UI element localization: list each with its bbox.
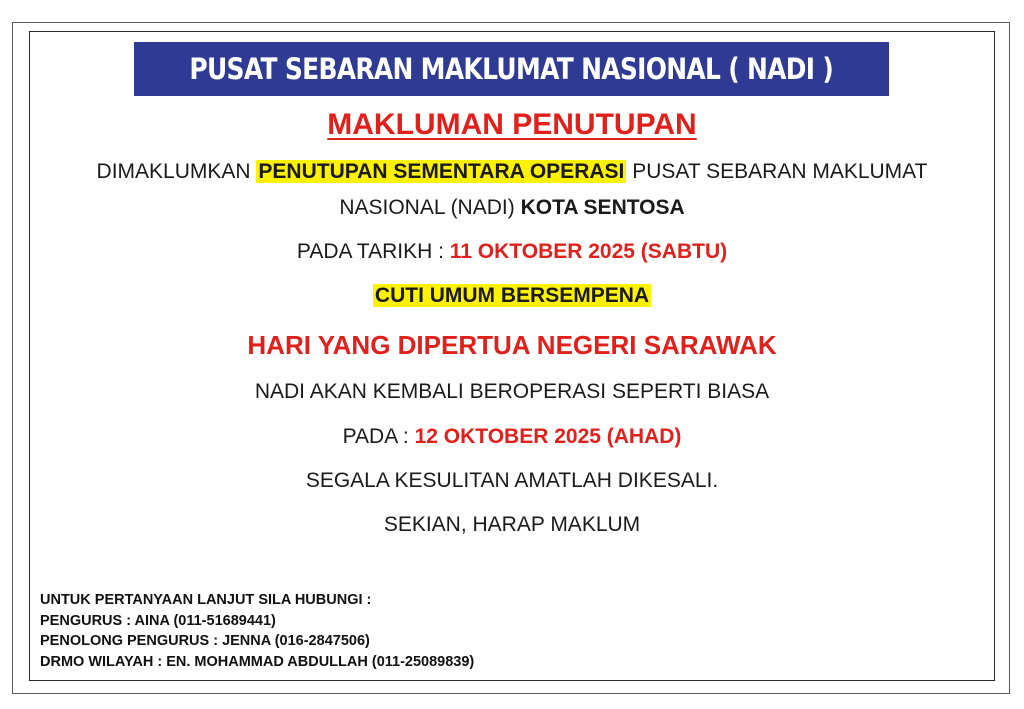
closure-line-2-prefix: NASIONAL (NADI) [339, 196, 521, 219]
holiday-name: HARI YANG DIPERTUA NEGERI SARAWAK [247, 330, 777, 360]
contact-manager: PENGURUS : AINA (011-51689441) [40, 612, 276, 629]
closure-date-label: PADA TARIKH : [296, 240, 450, 263]
closure-line-1-prefix: DIMAKLUMKAN [96, 160, 257, 183]
resume-date-value: 12 OKTOBER 2025 (AHAD) [414, 425, 682, 448]
notice-heading: MAKLUMAN PENUTUPAN [327, 108, 697, 141]
closure-line-1 [0, 160, 1024, 184]
resume-text: NADI AKAN KEMBALI BEROPERASI SEPERTI BIASA [254, 380, 770, 403]
branch-name: KOTA SENTOSA [520, 196, 685, 219]
contact-info [40, 590, 474, 672]
contact-intro: UNTUK PERTANYAAN LANJUT SILA HUBUNGI : [40, 592, 372, 608]
contact-assistant-manager: PENOLONG PENGURUS : JENNA (016-2847506) [40, 633, 370, 649]
closure-highlight: PENUTUPAN SEMENTARA OPERASI [258, 160, 625, 183]
closure-date-value: 11 OKTOBER 2025 (SABTU) [449, 240, 728, 263]
closure-line-2 [0, 196, 1024, 220]
closure-line-1-suffix: PUSAT SEBARAN MAKLUMAT [626, 160, 928, 183]
holiday-label-line [0, 284, 1024, 308]
holiday-label: CUTI UMUM BERSEMPENA [374, 284, 650, 307]
title-banner [134, 42, 889, 96]
resume-date-label: PADA : [342, 425, 415, 448]
banner-title: PUSAT SEBARAN MAKLUMAT NASIONAL ( NADI ) [189, 52, 834, 86]
closing-text: SEKIAN, HARAP MAKLUM [383, 513, 641, 536]
resume-date-line [0, 425, 1024, 449]
apology-text: SEGALA KESULITAN AMATLAH DIKESALI. [305, 469, 719, 492]
closure-date-line [0, 240, 1024, 264]
contact-drmo: DRMO WILAYAH : EN. MOHAMMAD ABDULLAH (011-25089839) [40, 653, 475, 670]
